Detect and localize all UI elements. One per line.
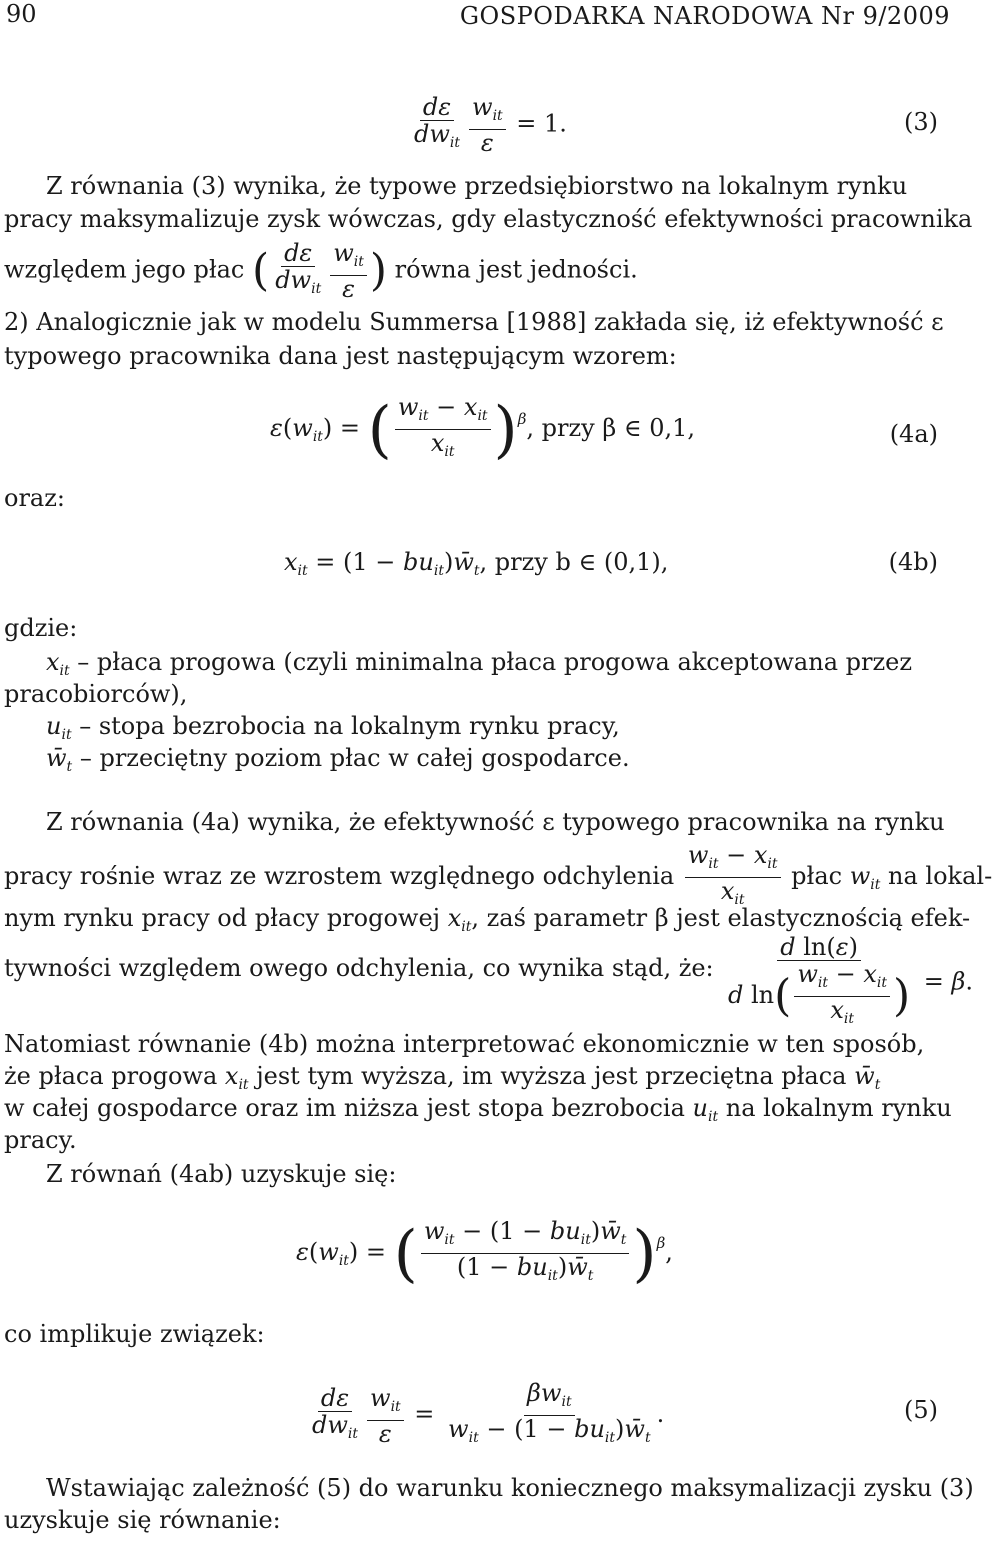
equation-4a: $\varepsilon(w_{it})$ = ( $\frac{w_{it} - x_{it}}{x_{it}}$ )$^\beta$, przy β ∈ 0,1, <box>270 392 696 466</box>
p1-line1: Z równania (3) wynika, że typowe przedsiębiorstwo na lokalnym rynku <box>46 172 908 200</box>
p4-line2: że płaca progowa $x_{it}$ jest tym wyższa, im wyższa jest przeciętna płaca $w̄_t$ <box>4 1062 881 1093</box>
definition-x: $x_{it}$ – płaca progowa (czyli minimalna płaca progowa akceptowana przez <box>46 648 912 679</box>
equation-epsilon: $\varepsilon(w_{it})$ = ( $\frac{w_{it} - (1 - bu_{it})w̄_t}{(1 - bu_{it})w̄_t}$ )$^\beta$, <box>296 1216 673 1290</box>
equation-4a-label: (4a) <box>889 420 938 448</box>
definition-u: $u_{it}$ – stopa bezrobocia na lokalnym rynku pracy, <box>46 712 620 743</box>
equation-5-label: (5) <box>904 1396 938 1424</box>
journal-title: GOSPODARKA NARODOWA Nr 9/2009 <box>459 2 950 30</box>
gdzie-label: gdzie: <box>4 614 78 642</box>
equation-4b: $x_{it} = (1$ − $bu_{it})w̄_t$, przy b ∈ (0,1), <box>284 548 669 579</box>
p4-line4: pracy. <box>4 1126 77 1154</box>
p3-line4: tywności względem owego odchylenia, co wynika stąd, że: <box>4 954 714 982</box>
co-implikuje-label: co implikuje związek: <box>4 1320 265 1348</box>
equation-4b-label: (4b) <box>888 548 938 576</box>
p3-line1: Z równania (4a) wynika, że efektywność ε typowego pracownika na rynku <box>46 808 945 836</box>
p1-line2: pracy maksymalizuje zysk wówczas, gdy elastyczność efektywności pracownika <box>4 205 973 233</box>
definition-x-continuation: pracobiorców), <box>4 680 188 708</box>
p3-line3: nym rynku pracy od płacy progowej $x_{it}$, zaś parametr β jest elastycznością efek- <box>4 904 971 935</box>
p4-line3: w całej gospodarce oraz im niższa jest stopa bezrobocia $u_{it}$ na lokalnym rynku <box>4 1094 952 1125</box>
p5: Z równań (4ab) uzyskuje się: <box>46 1160 397 1188</box>
equation-5: $\frac{d\varepsilon}{dw_{it}}$ $\frac{w_{it}}{\varepsilon}$ = $\frac{\beta w_{it}}{w_{it} - (1 - bu_{it})w̄_t}$ . <box>312 1379 665 1448</box>
p1-line3: względem jego płac ( $\frac{d\varepsilon}{dw_{it}}$ $\frac{w_{it}}{\varepsilon}$ ) równa jest jedności. <box>4 239 638 303</box>
equation-3-label: (3) <box>904 108 938 136</box>
equation-3: $\frac{d\varepsilon}{dw_{it}}$ $\frac{w_{it}}{\varepsilon}$ = 1. <box>414 93 567 157</box>
p2-line2: typowego pracownika dana jest następującym wzorem: <box>4 342 677 370</box>
p2-line1: 2) Analogicznie jak w modelu Summersa [1988] zakłada się, iż efektywność ε <box>4 308 944 336</box>
page-number: 90 <box>6 0 37 28</box>
elasticity-equation: d ln(ε) d ln( $\frac{w_{it} - x_{it}}{x_{it}}$ ) = β. <box>728 933 974 1027</box>
definition-w: $w̄_t$ – przeciętny poziom płac w całej gospodarce. <box>46 744 630 775</box>
p6-line1: Wstawiając zależność (5) do warunku koniecznego maksymalizacji zysku (3) <box>46 1474 974 1502</box>
p3-line2: pracy rośnie wraz ze wzrostem względnego odchylenia $\frac{w_{it} - x_{it}}{x_{it}}$ płac $w_{it}$ na lokal- <box>4 841 992 908</box>
oraz-label: oraz: <box>4 484 65 512</box>
p4-line1: Natomiast równanie (4b) można interpretować ekonomicznie w ten sposób, <box>4 1030 925 1058</box>
p6-line2: uzyskuje się równanie: <box>4 1506 281 1534</box>
